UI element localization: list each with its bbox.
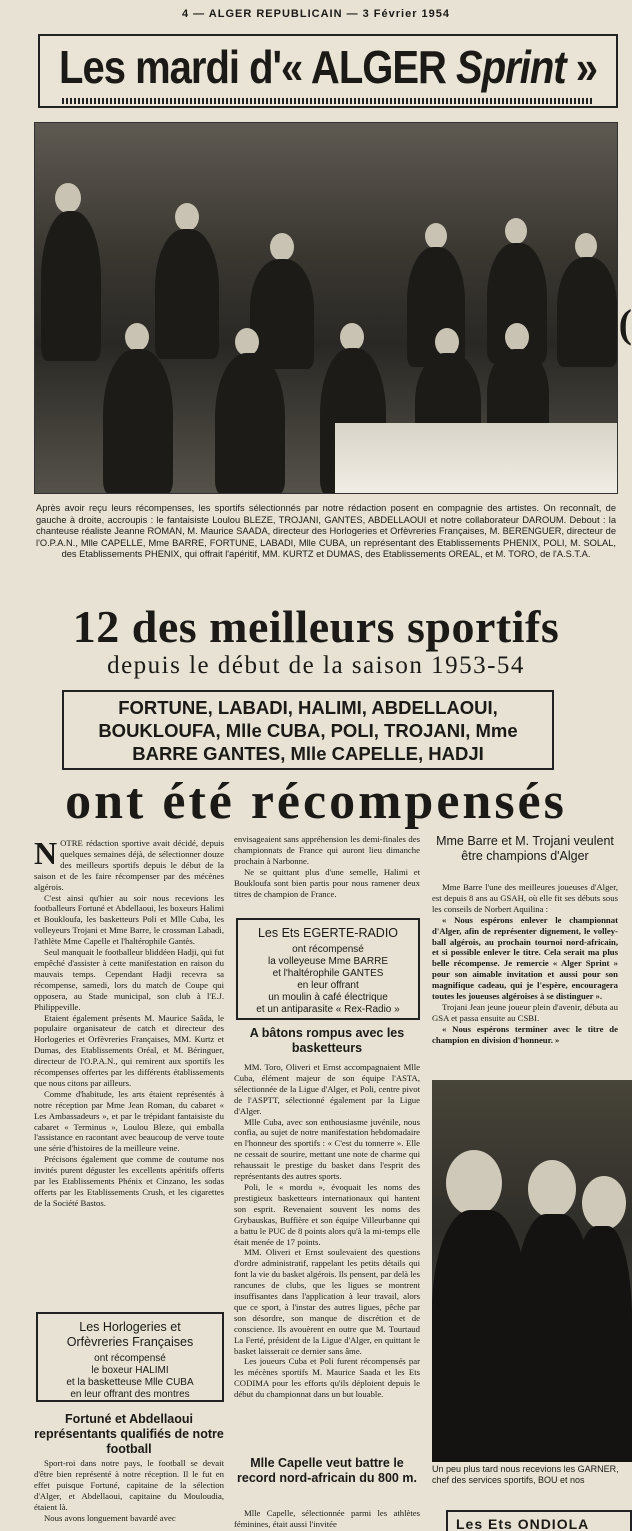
article-column-2-top xyxy=(234,834,420,908)
box-line: en leur offrant xyxy=(297,980,359,991)
paragraph: Mme Barre l'une des meilleures joueuses d'Alger, est depuis 8 ans au GSAH, où elle fit ses débuts sous les conseils de Norbert Aquilina : xyxy=(432,882,618,914)
basket-subheading: A bâtons rompus avec les basketteurs xyxy=(249,1026,405,1055)
photo-caption: Après avoir reçu leurs récompenses, les sportifs sélectionnés par notre rédaction posent en compagnie des artistes. On reconnaît, de gauche à droite, accroupis : le fantaisiste Loulou BLEZE, TROJANI, GANTES, ABDELLAOUI et notre collaborateur DAROUM. Debout : la chanteuse réaliste Jeanne ROMAN, M. Maurice SAADA, directeur des Horlogeries et Orfèvreries Françaises, M. BERENGUER, directeur de l'O.P.A.N., Mlle CAPELLE, Mme BARRE, FORTUNE, LABADI, Mlle CUBA, un représentant des Etablissements PHENIX, POLI, M. SOLAL, des Etablissements PHENIX, qui offrait l'apéritif, MM. KURTZ et DUMAS, des Etablissements OREAL, et M. TORO, de l'A.S.T.A. xyxy=(36,503,616,560)
egerte-radio-box xyxy=(236,918,420,1020)
paragraph: OTRE rédaction sportive avait décidé, depuis quelques semaines déjà, de sélectionner douze des meilleurs sportifs depuis le début de la saison et de les faire récompenser par des mécènes algérois. xyxy=(34,838,224,892)
paragraph: « Nous espérons terminer avec le titre de champion en division d'honneur. » xyxy=(432,1023,618,1045)
box-line: et l'haltérophile GANTES xyxy=(272,968,384,979)
fortune-subheading: Fortuné et Abdellaoui représentants qualifiés de notre football xyxy=(34,1412,224,1456)
page-folio: 4 — ALGER REPUBLICAIN — 3 Février 1954 xyxy=(181,8,451,20)
athletes-names-box: FORTUNE, LABADI, HALIMI, ABDELLAOUI, BOUKLOUFA, Mlle CUBA, POLI, TROJANI, Mme BARRE GANTES, Mlle CAPELLE, HADJI xyxy=(62,690,554,770)
paragraph: Sport-roi dans notre pays, le football se devait d'être bien représenté à notre réception. Il le fut en effet puisque Fortuné, capitaine de la sélection d'Alger, et Abdellaoui, capitaine du Mouloudia, étaient là. xyxy=(34,1458,224,1512)
horlogeries-box xyxy=(36,1312,224,1402)
article-column-1 xyxy=(34,838,224,1310)
box-line: et la basketteuse Mlle CUBA xyxy=(66,1377,194,1388)
paragraph: « Nous espérons enlever le championnat d'Alger, afin de représenter dignement, le volley-ball algérois, au prochain tournoi nord-africain, et si possible enlever le titre. Cela serait ma plus belle récompense. Je remercie « Alger Sprint » pour son aimable invitation et aussi pour son magnifique cadeau, qui je l'espère, encouragera toutes les joueuses algéroises à se distinguer ». xyxy=(432,914,618,1002)
box-title: Les Ets EGERTE-RADIO xyxy=(257,926,399,940)
paragraph: Seul manquait le footballeur bliddéen Hadji, qui fut empêché d'assister à cette manifestation en raison du mauvais temps. Cependant Hadji recevra sa récompense, samedi, lors du match de Coupe qui opposera, au Stade municipal, son club à l'E.J. Philippeville. xyxy=(34,947,224,1012)
paragraph: Trojani Jean jeune joueur plein d'avenir, débuta au GSA et passa ensuite au CSBI. xyxy=(432,1001,618,1023)
barre-subheading: Mme Barre et M. Trojani veulent être champions d'Alger xyxy=(436,834,614,863)
paragraph: Les joueurs Cuba et Poli furent récompensés par les mécènes sportifs M. Maurice Saada et les Ets CODIMA pour les efforts qu'ils déploient depuis le début du championnat dans un but louable. xyxy=(234,1356,420,1400)
paragraph: C'est ainsi qu'hier au soir nous recevions les footballeurs Fortuné et Abdellaoui, les boxeurs Halimi et Boukloufa, les basketteurs Poli et Mlle Cuba, les volleyeurs Trojani et Mme Barre, le crossman Labadi, l'athlète Mme Capelle et l'haltérophile Gantès. xyxy=(34,892,224,947)
basket-article xyxy=(234,1062,420,1448)
box-line: ont récompensé xyxy=(94,1353,166,1364)
paragraph: MM. Toro, Oliveri et Ernst accompagnaient Mlle Cuba, élément majeur de son équipe l'ASTA, sélectionnée de la Ligue d'Alger, et Poli, centre pivot de l'ASPTT, sélectionné également par la Ligue d'Alger. xyxy=(234,1062,420,1116)
headline: 12 des meilleurs sportifs xyxy=(72,601,560,652)
banner-title: Les mardi d'« ALGER Sprint » xyxy=(59,42,597,94)
paragraph: Poli, le « mordu », évoquait les noms des prestigieux basketteurs internationaux qui hantent son esprit. Revenaient souvent les noms des Grybauskas, Buffière et son équipe Villeurbanne qui a battu le PUC de 8 points alors qu'à la mi-temps elle était menée de 17 points. xyxy=(234,1181,420,1247)
side-photo-caption: Un peu plus tard nous recevions les GARNER, chef des services sportifs, BOU et nos xyxy=(432,1464,619,1485)
subheadline: depuis le début de la saison 1953-54 xyxy=(107,652,525,679)
alger-sprint-banner xyxy=(38,34,618,108)
group-photo xyxy=(34,122,618,494)
table-cloth xyxy=(335,423,618,494)
paragraph: Nous avons longuement bavardé avec xyxy=(44,1512,176,1523)
box-line: un moulin à café électrique xyxy=(268,992,388,1003)
paragraph: Mlle Capelle, sélectionnée parmi les athlètes féminines, était aussi l'invitée xyxy=(234,1508,420,1529)
paragraph: Précisons également que comme de coutume nos invités purent déguster les excellents apéritifs offerts par les Etablissements Phénix et Cinzano, les sodas offerts par les Etablissements Crush, et les cigarettes de la Société Bastos. xyxy=(34,1154,224,1208)
box-title: Les Horlogeries et xyxy=(79,1320,181,1334)
edge-fragment: ( xyxy=(618,301,632,346)
ondiola-box: Les Ets ONDIOLA xyxy=(446,1510,632,1531)
fortune-text xyxy=(34,1458,224,1531)
box-line: la volleyeuse Mme BARRE xyxy=(267,956,389,967)
box-line: et un antiparasite « Rex-Radio » xyxy=(256,1004,400,1015)
box-title: Orfèvreries Françaises xyxy=(66,1335,194,1349)
paragraph: Comme d'habitude, les arts étaient représentés à notre réception par Mme Jean Roman, du cabaret « Les Ambassadeurs », et par le trépidant fantaisiste du cabaret « Terminus », Loulou Bleze, qui emballa l'assistance en racontant avec beaucoup de verve toute une série d'histoires de la meilleure veine. xyxy=(34,1088,224,1154)
barre-article xyxy=(432,882,618,1072)
box-line: le boxeur HALIMI xyxy=(91,1365,169,1376)
capelle-text xyxy=(234,1508,420,1531)
box-line: en leur offrant des montres xyxy=(70,1389,190,1400)
drop-cap: N xyxy=(34,838,58,871)
paragraph: envisageaient sans appréhension les demi-finales des championnats de France qui auront lieu dimanche prochain à Narbonne. xyxy=(234,834,420,866)
headline-2: ont été récompensés xyxy=(65,773,567,830)
paragraph: Etaient également présents M. Maurice Saâda, le populaire organisateur de catch et directeur des Horlogeries et Orfèvreries Françaises, MM. Kurtz et Dumas, des Etablissements Oréal, et M. Béringuer, directeur de l'O.P.A.N., qui remirent aux sportifs les récompenses offertes par les différents établissements que nous citons par ailleurs. xyxy=(34,1012,224,1088)
box-line: ont récompensé xyxy=(292,944,364,955)
paragraph: Mlle Cuba, avec son enthousiasme juvénile, nous confia, au sujet de notre manifestation hebdomadaire en l'honneur des sportifs : « C'est du tonnerre ». Elle ne cessait de sourire, mettant une note de charme qui rehaussait le prestige du basket dans l'esprit des représentants des autres sports. xyxy=(234,1116,420,1182)
capelle-subheading: Mlle Capelle veut battre le record nord-africain du 800 m. xyxy=(237,1456,417,1485)
side-photo xyxy=(432,1080,632,1462)
paragraph: Ne se quittant plus d'une semelle, Halimi et Boukloufa sont bien partis pour nous ramener deux titres de champion de France. xyxy=(234,866,420,899)
paragraph: MM. Oliveri et Ernst soulevaient des questions d'ordre administratif, rappelant les petits détails qui font la vie du basket algérois. Ils pensent, par delà les rancunes de clubs, que les ligues se montrent insuffisantes dans l'application à leur travail, alors que ce sport, à l'instar des autres ligues, pêche par son désordre, son manque de discrétion et de conscience. Ils avouèrent en outre que M. Tourtaud La Ferté, président de la Ligue d'Alger, en quittant le basket laisserait ce dernier sans âme. xyxy=(234,1247,420,1356)
banner-rule xyxy=(62,98,594,104)
